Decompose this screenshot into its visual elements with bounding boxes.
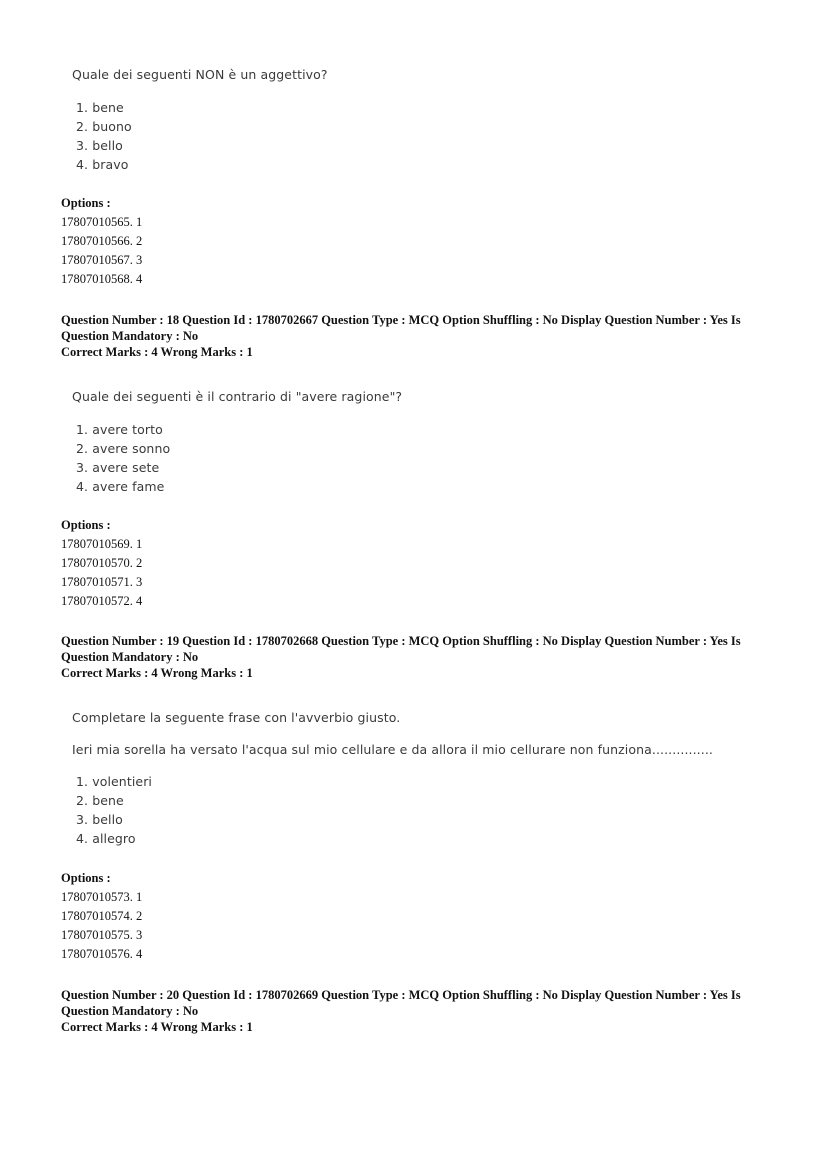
- choice-item: 1. avere torto: [76, 422, 163, 437]
- options-block: [61, 869, 142, 964]
- options-label: Options :: [61, 871, 111, 885]
- option-id: 17807010566. 2: [61, 234, 143, 248]
- choice-list: [72, 772, 713, 848]
- choice-item: 2. avere sonno: [76, 441, 171, 456]
- question-meta-line: Question Number : 20 Question Id : 1780702669 Question Type : MCQ Option Shuffling : No Display Question Number : Yes Is Question Mandatory : No: [61, 988, 741, 1018]
- marks-line: Correct Marks : 4 Wrong Marks : 1: [61, 1020, 253, 1034]
- option-id: 17807010574. 2: [61, 909, 143, 923]
- choice-list: [72, 98, 328, 174]
- option-id: 17807010576. 4: [61, 947, 143, 961]
- question-image: [72, 710, 713, 848]
- marks-line: Correct Marks : 4 Wrong Marks : 1: [61, 666, 253, 680]
- choice-item: 3. avere sete: [76, 460, 160, 475]
- choice-item: 1. bene: [76, 100, 124, 115]
- option-id: 17807010571. 3: [61, 575, 143, 589]
- question-image: [72, 389, 402, 496]
- choice-item: 4. bravo: [76, 157, 129, 172]
- marks-line: Correct Marks : 4 Wrong Marks : 1: [61, 345, 253, 359]
- option-id: 17807010568. 4: [61, 272, 143, 286]
- question-prompt: Completare la seguente frase con l'avverbio giusto.: [72, 710, 401, 725]
- options-block: [61, 194, 142, 289]
- question-meta-line: Question Number : 18 Question Id : 1780702667 Question Type : MCQ Option Shuffling : No Display Question Number : Yes Is Question Mandatory : No: [61, 313, 741, 343]
- option-id: 17807010567. 3: [61, 253, 143, 267]
- question-sentence: Ieri mia sorella ha versato l'acqua sul mio cellulare e da allora il mio cellurare non funziona...............: [72, 742, 713, 757]
- question-image: [72, 67, 328, 174]
- option-id: 17807010572. 4: [61, 594, 143, 608]
- choice-item: 3. bello: [76, 812, 123, 827]
- question-meta: [61, 634, 761, 682]
- choice-item: 3. bello: [76, 138, 123, 153]
- question-prompt: Quale dei seguenti NON è un aggettivo?: [72, 67, 328, 82]
- choice-item: 4. avere fame: [76, 479, 165, 494]
- question-meta: [61, 988, 761, 1036]
- options-label: Options :: [61, 196, 111, 210]
- choice-item: 4. allegro: [76, 831, 136, 846]
- option-id: 17807010570. 2: [61, 556, 143, 570]
- options-label: Options :: [61, 518, 111, 532]
- options-block: [61, 516, 142, 611]
- choice-item: 2. bene: [76, 793, 124, 808]
- option-id: 17807010573. 1: [61, 890, 143, 904]
- choice-item: 1. volentieri: [76, 774, 153, 789]
- option-id: 17807010569. 1: [61, 537, 143, 551]
- question-meta: [61, 313, 761, 361]
- choice-item: 2. buono: [76, 119, 132, 134]
- option-id: 17807010575. 3: [61, 928, 143, 942]
- option-id: 17807010565. 1: [61, 215, 143, 229]
- question-prompt: Quale dei seguenti è il contrario di "avere ragione"?: [72, 389, 403, 404]
- question-meta-line: Question Number : 19 Question Id : 1780702668 Question Type : MCQ Option Shuffling : No Display Question Number : Yes Is Question Mandatory : No: [61, 634, 741, 664]
- choice-list: [72, 420, 402, 496]
